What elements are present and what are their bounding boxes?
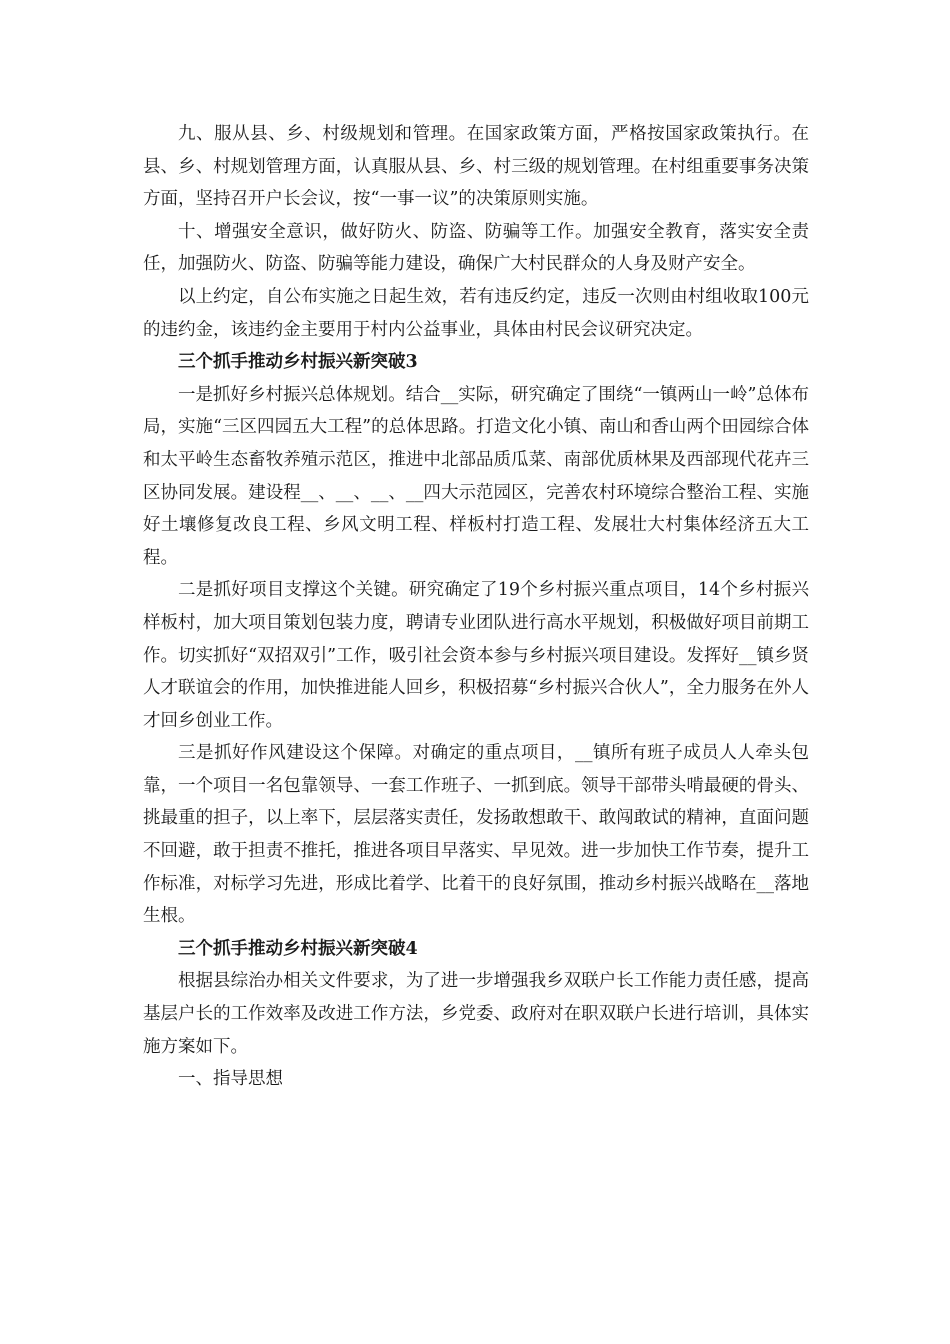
section-heading-4: 三个抓手推动乡村振兴新突破4 [178,938,418,959]
document-page [143,118,809,1096]
paragraph-planning: 一是抓好乡村振兴总体规划。结合__实际，研究确定了围绕“一镇两山一岭”总体布局，实施“三区四园五大工程”的总体思路。打造文化小镇、南山和香山两个田园综合体和太平岭生态畜牧养殖示范区，推进中北部品质瓜菜、南部优质林果及西部现代花卉三区协同发展。建设程__、__、__、__四大示范园区，完善农村环境综合整治工程、实施好土壤修复改良工程、乡风文明工程、样板村打造工程、发展壮大村集体经济五大工程。 [143,384,809,568]
paragraph-item-ten: 十、增强安全意识，做好防火、防盗、防骗等工作。加强安全教育，落实安全责任，加强防火、防盗、防骗等能力建设，确保广大村民群众的人身及财产安全。 [143,221,809,275]
paragraph-guiding-thought: 一、指导思想 [178,1069,283,1090]
paragraph-training-intro: 根据县综治办相关文件要求，为了进一步增强我乡双联户长工作能力责任感，提高基层户长的工作效率及改进工作方法，乡党委、政府对在职双联户长进行培训，具体实施方案如下。 [143,971,809,1057]
paragraph-projects: 二是抓好项目支撑这个关键。研究确定了19个乡村振兴重点项目，14个乡村振兴样板村，加大项目策划包装力度，聘请专业团队进行高水平规划，积极做好项目前期工作。切实抓好“双招双引”工作，吸引社会资本参与乡村振兴项目建设。发挥好__镇乡贤人才联谊会的作用，加快推进能人回乡，积极招募“乡村振兴合伙人”，全力服务在外人才回乡创业工作。 [143,580,809,731]
paragraph-agreement-penalty: 以上约定，自公布实施之日起生效，若有违反约定，违反一次则由村组收取100元的违约金，该违约金主要用于村内公益事业，具体由村民会议研究决定。 [143,286,809,340]
section-heading-3: 三个抓手推动乡村振兴新突破3 [178,352,418,373]
paragraph-work-style: 三是抓好作风建设这个保障。对确定的重点项目，__镇所有班子成员人人牵头包靠，一个项目一名包靠领导、一套工作班子、一抓到底。领导干部带头啃最硬的骨头、挑最重的担子，以上率下，层层落实责任，发扬敢想敢干、敢闯敢试的精神，直面问题不回避，敢于担责不推托，推进各项目早落实、早见效。进一步加快工作节奏，提升工作标准，对标学习先进，形成比着学、比着干的良好氛围，推动乡村振兴战略在__落地生根。 [143,743,809,927]
paragraph-item-nine: 九、服从县、乡、村级规划和管理。在国家政策方面，严格按国家政策执行。在县、乡、村规划管理方面，认真服从县、乡、村三级的规划管理。在村组重要事务决策方面，坚持召开户长会议，按“一事一议”的决策原则实施。 [143,124,809,210]
